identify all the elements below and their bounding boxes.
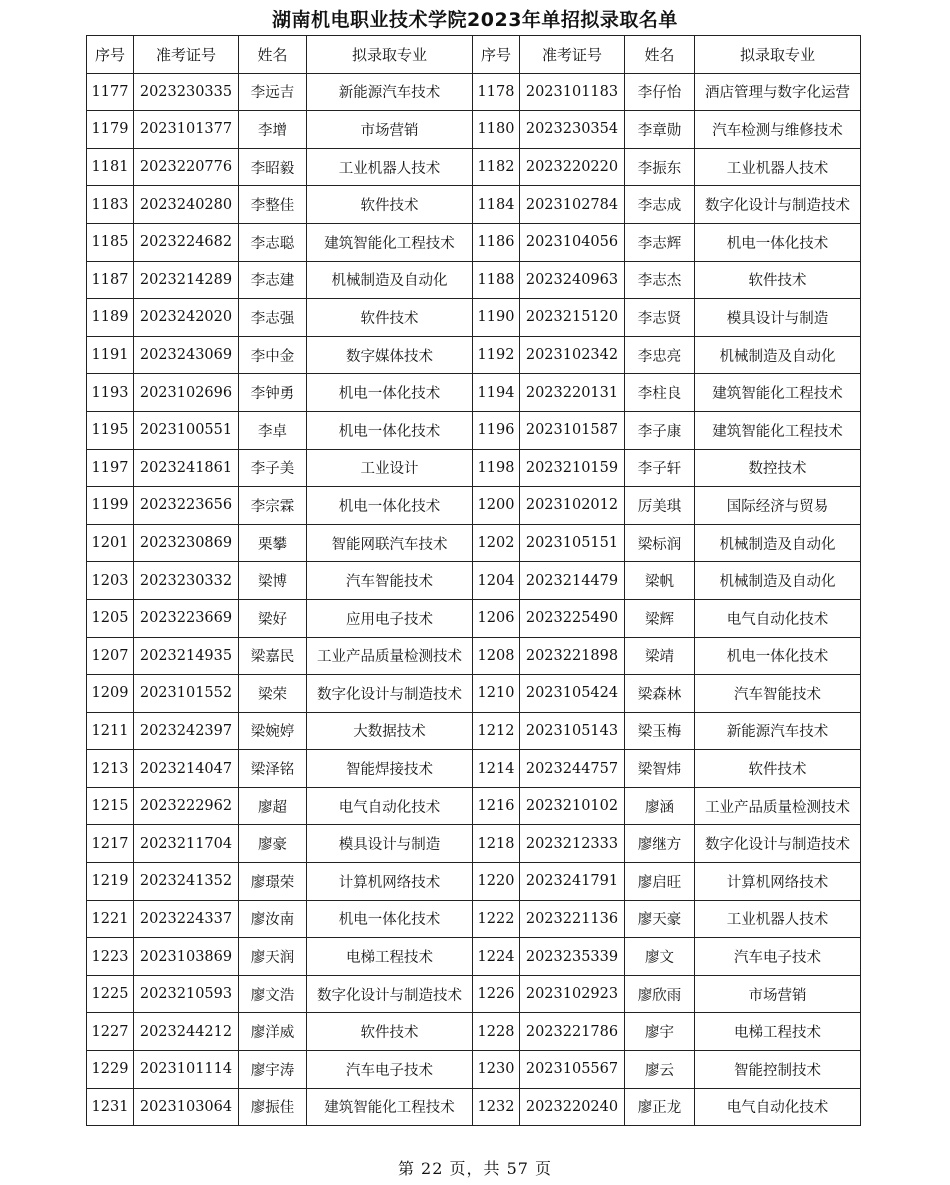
- header-major-2: 拟录取专业: [695, 36, 861, 74]
- major-cell: 汽车检测与维修技术: [695, 111, 861, 149]
- exam-id-cell: 2023210159: [520, 449, 625, 487]
- seq-cell: 1215: [87, 787, 134, 825]
- name-cell: 廖天润: [239, 938, 307, 976]
- header-name: 姓名: [239, 36, 307, 74]
- major-cell: 软件技术: [695, 750, 861, 788]
- name-cell: 梁荣: [239, 675, 307, 713]
- major-cell: 工业机器人技术: [307, 148, 473, 186]
- exam-id-cell: 2023211704: [134, 825, 239, 863]
- seq-cell: 1189: [87, 299, 134, 337]
- name-cell: 梁好: [239, 599, 307, 637]
- seq-cell: 1205: [87, 599, 134, 637]
- major-cell: 数字化设计与制造技术: [695, 186, 861, 224]
- table-row: [87, 186, 861, 224]
- seq-cell: 1181: [87, 148, 134, 186]
- name-cell: 李志杰: [625, 261, 695, 299]
- exam-id-cell: 2023224682: [134, 223, 239, 261]
- name-cell: 李振东: [625, 148, 695, 186]
- seq-cell: 1199: [87, 487, 134, 525]
- exam-id-cell: 2023102696: [134, 374, 239, 412]
- seq-cell: 1187: [87, 261, 134, 299]
- seq-cell: 1191: [87, 336, 134, 374]
- seq-cell: 1223: [87, 938, 134, 976]
- exam-id-cell: 2023103869: [134, 938, 239, 976]
- table-row: [87, 223, 861, 261]
- seq-cell: 1182: [473, 148, 520, 186]
- major-cell: 建筑智能化工程技术: [695, 411, 861, 449]
- major-cell: 机电一体化技术: [307, 487, 473, 525]
- exam-id-cell: 2023223669: [134, 599, 239, 637]
- name-cell: 廖汝南: [239, 900, 307, 938]
- major-cell: 软件技术: [307, 1013, 473, 1051]
- seq-cell: 1230: [473, 1051, 520, 1089]
- table-row: [87, 938, 861, 976]
- name-cell: 李柱良: [625, 374, 695, 412]
- exam-id-cell: 2023102923: [520, 975, 625, 1013]
- table-row: [87, 1088, 861, 1126]
- exam-id-cell: 2023102784: [520, 186, 625, 224]
- exam-id-cell: 2023215120: [520, 299, 625, 337]
- seq-cell: 1188: [473, 261, 520, 299]
- table-row: [87, 562, 861, 600]
- exam-id-cell: 2023220220: [520, 148, 625, 186]
- name-cell: 廖启旺: [625, 863, 695, 901]
- table-row: [87, 411, 861, 449]
- major-cell: 汽车智能技术: [307, 562, 473, 600]
- seq-cell: 1179: [87, 111, 134, 149]
- major-cell: 机电一体化技术: [695, 637, 861, 675]
- name-cell: 李志辉: [625, 223, 695, 261]
- major-cell: 建筑智能化工程技术: [307, 223, 473, 261]
- seq-cell: 1229: [87, 1051, 134, 1089]
- exam-id-cell: 2023221786: [520, 1013, 625, 1051]
- name-cell: 李子康: [625, 411, 695, 449]
- major-cell: 数字化设计与制造技术: [695, 825, 861, 863]
- seq-cell: 1225: [87, 975, 134, 1013]
- exam-id-cell: 2023230332: [134, 562, 239, 600]
- name-cell: 廖天豪: [625, 900, 695, 938]
- major-cell: 汽车电子技术: [307, 1051, 473, 1089]
- table-row: [87, 1013, 861, 1051]
- exam-id-cell: 2023242397: [134, 712, 239, 750]
- name-cell: 廖继方: [625, 825, 695, 863]
- name-cell: 梁博: [239, 562, 307, 600]
- exam-id-cell: 2023243069: [134, 336, 239, 374]
- name-cell: 李钟勇: [239, 374, 307, 412]
- major-cell: 大数据技术: [307, 712, 473, 750]
- seq-cell: 1218: [473, 825, 520, 863]
- table-row: [87, 975, 861, 1013]
- seq-cell: 1184: [473, 186, 520, 224]
- seq-cell: 1202: [473, 524, 520, 562]
- seq-cell: 1212: [473, 712, 520, 750]
- major-cell: 模具设计与制造: [695, 299, 861, 337]
- seq-cell: 1221: [87, 900, 134, 938]
- name-cell: 梁森林: [625, 675, 695, 713]
- header-row: [87, 36, 861, 74]
- seq-cell: 1209: [87, 675, 134, 713]
- exam-id-cell: 2023220131: [520, 374, 625, 412]
- major-cell: 电气自动化技术: [695, 599, 861, 637]
- table-row: [87, 524, 861, 562]
- name-cell: 廖宇: [625, 1013, 695, 1051]
- name-cell: 李忠亮: [625, 336, 695, 374]
- table-row: [87, 825, 861, 863]
- exam-id-cell: 2023242020: [134, 299, 239, 337]
- major-cell: 电梯工程技术: [307, 938, 473, 976]
- seq-cell: 1197: [87, 449, 134, 487]
- exam-id-cell: 2023102012: [520, 487, 625, 525]
- seq-cell: 1211: [87, 712, 134, 750]
- name-cell: 李昭毅: [239, 148, 307, 186]
- exam-id-cell: 2023214047: [134, 750, 239, 788]
- major-cell: 计算机网络技术: [307, 863, 473, 901]
- table-row: [87, 787, 861, 825]
- exam-id-cell: 2023105424: [520, 675, 625, 713]
- seq-cell: 1210: [473, 675, 520, 713]
- seq-cell: 1185: [87, 223, 134, 261]
- seq-cell: 1216: [473, 787, 520, 825]
- major-cell: 工业产品质量检测技术: [695, 787, 861, 825]
- exam-id-cell: 2023220240: [520, 1088, 625, 1126]
- major-cell: 新能源汽车技术: [307, 73, 473, 111]
- header-name-2: 姓名: [625, 36, 695, 74]
- seq-cell: 1203: [87, 562, 134, 600]
- seq-cell: 1195: [87, 411, 134, 449]
- seq-cell: 1231: [87, 1088, 134, 1126]
- table-row: [87, 261, 861, 299]
- exam-id-cell: 2023214935: [134, 637, 239, 675]
- name-cell: 李子轩: [625, 449, 695, 487]
- major-cell: 机电一体化技术: [307, 900, 473, 938]
- seq-cell: 1198: [473, 449, 520, 487]
- exam-id-cell: 2023101377: [134, 111, 239, 149]
- major-cell: 模具设计与制造: [307, 825, 473, 863]
- name-cell: 李志建: [239, 261, 307, 299]
- admission-table: [86, 35, 861, 1126]
- seq-cell: 1177: [87, 73, 134, 111]
- name-cell: 李章勋: [625, 111, 695, 149]
- major-cell: 数字媒体技术: [307, 336, 473, 374]
- name-cell: 李整佳: [239, 186, 307, 224]
- exam-id-cell: 2023103064: [134, 1088, 239, 1126]
- name-cell: 梁靖: [625, 637, 695, 675]
- header-seq-2: 序号: [473, 36, 520, 74]
- name-cell: 梁嘉民: [239, 637, 307, 675]
- major-cell: 市场营销: [695, 975, 861, 1013]
- table-row: [87, 449, 861, 487]
- name-cell: 梁婉婷: [239, 712, 307, 750]
- name-cell: 李增: [239, 111, 307, 149]
- major-cell: 国际经济与贸易: [695, 487, 861, 525]
- seq-cell: 1196: [473, 411, 520, 449]
- exam-id-cell: 2023241352: [134, 863, 239, 901]
- name-cell: 李志强: [239, 299, 307, 337]
- major-cell: 机械制造及自动化: [695, 336, 861, 374]
- major-cell: 市场营销: [307, 111, 473, 149]
- major-cell: 数字化设计与制造技术: [307, 675, 473, 713]
- name-cell: 廖云: [625, 1051, 695, 1089]
- major-cell: 机电一体化技术: [695, 223, 861, 261]
- name-cell: 梁帆: [625, 562, 695, 600]
- table-row: [87, 73, 861, 111]
- name-cell: 梁智炜: [625, 750, 695, 788]
- seq-cell: 1219: [87, 863, 134, 901]
- seq-cell: 1194: [473, 374, 520, 412]
- seq-cell: 1214: [473, 750, 520, 788]
- table-row: [87, 374, 861, 412]
- exam-id-cell: 2023105567: [520, 1051, 625, 1089]
- name-cell: 廖正龙: [625, 1088, 695, 1126]
- seq-cell: 1178: [473, 73, 520, 111]
- exam-id-cell: 2023230354: [520, 111, 625, 149]
- exam-id-cell: 2023225490: [520, 599, 625, 637]
- name-cell: 李中金: [239, 336, 307, 374]
- major-cell: 应用电子技术: [307, 599, 473, 637]
- exam-id-cell: 2023230335: [134, 73, 239, 111]
- major-cell: 机械制造及自动化: [695, 562, 861, 600]
- major-cell: 智能焊接技术: [307, 750, 473, 788]
- name-cell: 廖欣雨: [625, 975, 695, 1013]
- exam-id-cell: 2023220776: [134, 148, 239, 186]
- major-cell: 软件技术: [307, 299, 473, 337]
- table-row: [87, 111, 861, 149]
- exam-id-cell: 2023221898: [520, 637, 625, 675]
- name-cell: 李志成: [625, 186, 695, 224]
- header-exam-id-2: 准考证号: [520, 36, 625, 74]
- name-cell: 廖洋威: [239, 1013, 307, 1051]
- exam-id-cell: 2023244757: [520, 750, 625, 788]
- seq-cell: 1204: [473, 562, 520, 600]
- name-cell: 梁标润: [625, 524, 695, 562]
- exam-id-cell: 2023214289: [134, 261, 239, 299]
- name-cell: 廖文: [625, 938, 695, 976]
- seq-cell: 1207: [87, 637, 134, 675]
- document-title: 湖南机电职业技术学院2023年单招拟录取名单: [272, 9, 678, 31]
- seq-cell: 1226: [473, 975, 520, 1013]
- header-major: 拟录取专业: [307, 36, 473, 74]
- exam-id-cell: 2023240963: [520, 261, 625, 299]
- major-cell: 电梯工程技术: [695, 1013, 861, 1051]
- seq-cell: 1227: [87, 1013, 134, 1051]
- name-cell: 李志贤: [625, 299, 695, 337]
- major-cell: 机械制造及自动化: [307, 261, 473, 299]
- name-cell: 梁辉: [625, 599, 695, 637]
- seq-cell: 1224: [473, 938, 520, 976]
- table-row: [87, 487, 861, 525]
- major-cell: 数字化设计与制造技术: [307, 975, 473, 1013]
- major-cell: 电气自动化技术: [307, 787, 473, 825]
- name-cell: 厉美琪: [625, 487, 695, 525]
- name-cell: 梁泽铭: [239, 750, 307, 788]
- exam-id-cell: 2023210593: [134, 975, 239, 1013]
- seq-cell: 1220: [473, 863, 520, 901]
- name-cell: 廖文浩: [239, 975, 307, 1013]
- name-cell: 李仔怡: [625, 73, 695, 111]
- seq-cell: 1222: [473, 900, 520, 938]
- exam-id-cell: 2023241791: [520, 863, 625, 901]
- major-cell: 软件技术: [307, 186, 473, 224]
- exam-id-cell: 2023222962: [134, 787, 239, 825]
- seq-cell: 1201: [87, 524, 134, 562]
- exam-id-cell: 2023212333: [520, 825, 625, 863]
- name-cell: 廖超: [239, 787, 307, 825]
- exam-id-cell: 2023101552: [134, 675, 239, 713]
- major-cell: 机械制造及自动化: [695, 524, 861, 562]
- table-row: [87, 863, 861, 901]
- seq-cell: 1232: [473, 1088, 520, 1126]
- name-cell: 李宗霖: [239, 487, 307, 525]
- name-cell: 栗攀: [239, 524, 307, 562]
- header-seq: 序号: [87, 36, 134, 74]
- header-exam-id: 准考证号: [134, 36, 239, 74]
- table-row: [87, 1051, 861, 1089]
- name-cell: 梁玉梅: [625, 712, 695, 750]
- seq-cell: 1183: [87, 186, 134, 224]
- table-row: [87, 750, 861, 788]
- major-cell: 智能控制技术: [695, 1051, 861, 1089]
- name-cell: 李卓: [239, 411, 307, 449]
- major-cell: 工业产品质量检测技术: [307, 637, 473, 675]
- seq-cell: 1208: [473, 637, 520, 675]
- exam-id-cell: 2023102342: [520, 336, 625, 374]
- seq-cell: 1186: [473, 223, 520, 261]
- exam-id-cell: 2023221136: [520, 900, 625, 938]
- major-cell: 酒店管理与数字化运营: [695, 73, 861, 111]
- major-cell: 汽车智能技术: [695, 675, 861, 713]
- major-cell: 机电一体化技术: [307, 374, 473, 412]
- exam-id-cell: 2023105151: [520, 524, 625, 562]
- major-cell: 工业机器人技术: [695, 900, 861, 938]
- exam-id-cell: 2023235339: [520, 938, 625, 976]
- name-cell: 廖璟荣: [239, 863, 307, 901]
- table-row: [87, 637, 861, 675]
- seq-cell: 1192: [473, 336, 520, 374]
- major-cell: 建筑智能化工程技术: [695, 374, 861, 412]
- table-row: [87, 599, 861, 637]
- exam-id-cell: 2023223656: [134, 487, 239, 525]
- exam-id-cell: 2023101587: [520, 411, 625, 449]
- major-cell: 新能源汽车技术: [695, 712, 861, 750]
- exam-id-cell: 2023101114: [134, 1051, 239, 1089]
- exam-id-cell: 2023105143: [520, 712, 625, 750]
- name-cell: 李志聪: [239, 223, 307, 261]
- exam-id-cell: 2023244212: [134, 1013, 239, 1051]
- exam-id-cell: 2023104056: [520, 223, 625, 261]
- table-body: [87, 73, 861, 1126]
- name-cell: 李远吉: [239, 73, 307, 111]
- table-row: [87, 900, 861, 938]
- seq-cell: 1217: [87, 825, 134, 863]
- exam-id-cell: 2023230869: [134, 524, 239, 562]
- major-cell: 计算机网络技术: [695, 863, 861, 901]
- major-cell: 机电一体化技术: [307, 411, 473, 449]
- table-row: [87, 675, 861, 713]
- exam-id-cell: 2023224337: [134, 900, 239, 938]
- table-row: [87, 148, 861, 186]
- major-cell: 数控技术: [695, 449, 861, 487]
- major-cell: 电气自动化技术: [695, 1088, 861, 1126]
- table-row: [87, 712, 861, 750]
- exam-id-cell: 2023101183: [520, 73, 625, 111]
- exam-id-cell: 2023241861: [134, 449, 239, 487]
- table-row: [87, 299, 861, 337]
- major-cell: 软件技术: [695, 261, 861, 299]
- seq-cell: 1180: [473, 111, 520, 149]
- name-cell: 廖涵: [625, 787, 695, 825]
- major-cell: 建筑智能化工程技术: [307, 1088, 473, 1126]
- seq-cell: 1193: [87, 374, 134, 412]
- exam-id-cell: 2023214479: [520, 562, 625, 600]
- major-cell: 工业设计: [307, 449, 473, 487]
- major-cell: 工业机器人技术: [695, 148, 861, 186]
- seq-cell: 1213: [87, 750, 134, 788]
- exam-id-cell: 2023100551: [134, 411, 239, 449]
- seq-cell: 1190: [473, 299, 520, 337]
- seq-cell: 1206: [473, 599, 520, 637]
- name-cell: 廖振佳: [239, 1088, 307, 1126]
- seq-cell: 1200: [473, 487, 520, 525]
- page-footer: 第 22 页，共 57 页: [397, 1159, 553, 1178]
- name-cell: 李子美: [239, 449, 307, 487]
- name-cell: 廖豪: [239, 825, 307, 863]
- major-cell: 智能网联汽车技术: [307, 524, 473, 562]
- exam-id-cell: 2023240280: [134, 186, 239, 224]
- exam-id-cell: 2023210102: [520, 787, 625, 825]
- seq-cell: 1228: [473, 1013, 520, 1051]
- table-row: [87, 336, 861, 374]
- name-cell: 廖宇涛: [239, 1051, 307, 1089]
- major-cell: 汽车电子技术: [695, 938, 861, 976]
